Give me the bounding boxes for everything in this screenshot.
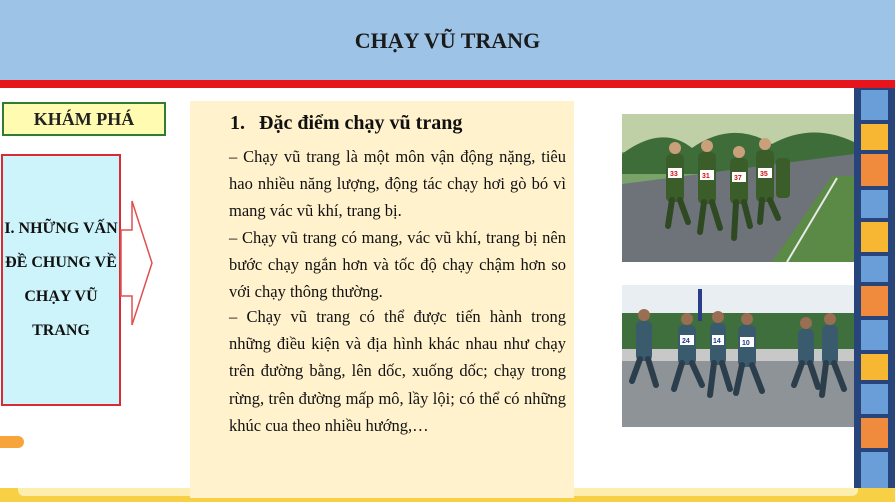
heading-number: 1. — [230, 112, 245, 134]
strip-block — [861, 286, 888, 316]
arrow-right-icon — [120, 200, 154, 326]
bib-number: 10 — [742, 340, 750, 347]
strip-block — [861, 452, 888, 492]
strip-block — [861, 90, 888, 120]
paragraph-3: – Chạy vũ trang có thể được tiến hành trong những điều kiện và địa hình khác nhau như chạy trên đường bằng, lên dốc, xuống dốc; chạy trong rừng, trên đường mấp mô, lầy lội; có thể có những khúc cua theo nhiều hướng,… — [229, 307, 566, 435]
slide-header — [0, 0, 895, 80]
section-box — [1, 154, 121, 406]
bib-number: 37 — [734, 175, 742, 182]
strip-block — [861, 418, 888, 448]
photo-soldiers-road — [622, 114, 854, 262]
paragraph-2: – Chạy vũ trang có mang, vác vũ khí, trang bị nên bước chạy ngắn hơn và tốc độ chạy chậm hơn so với chạy thông thường. — [229, 228, 566, 302]
content-heading — [230, 112, 462, 135]
strip-block — [861, 222, 888, 252]
strip-block — [861, 384, 888, 414]
strip-block — [861, 354, 888, 380]
bib-number: 35 — [760, 171, 768, 178]
bib-number: 14 — [713, 338, 721, 345]
bib-number: 31 — [702, 173, 710, 180]
strip-block — [861, 320, 888, 350]
paragraph-1: – Chạy vũ trang là một môn vận động nặng, tiêu hao nhiều năng lượng, động tác chạy hơi gò bó vì mang vác vũ khí, trang bị. — [229, 147, 566, 221]
section-label: I. NHỮNG VẤN ĐỀ CHUNG VỀ CHẠY VŨ TRANG — [4, 220, 118, 339]
pencil-decor — [0, 436, 24, 448]
heading-text: Đặc điểm chạy vũ trang — [259, 112, 463, 134]
explore-label: KHÁM PHÁ — [2, 102, 166, 136]
bib-number: 24 — [682, 338, 690, 345]
strip-block — [861, 124, 888, 150]
photo-soldiers-training — [622, 285, 854, 427]
strip-block — [861, 154, 888, 186]
strip-block — [861, 256, 888, 282]
strip-block — [861, 190, 888, 218]
bib-number: 33 — [670, 171, 678, 178]
header-accent-bar — [0, 80, 895, 88]
decorative-pencil-strip — [854, 88, 895, 502]
slide-title: CHẠY VŨ TRANG — [354, 28, 541, 53]
